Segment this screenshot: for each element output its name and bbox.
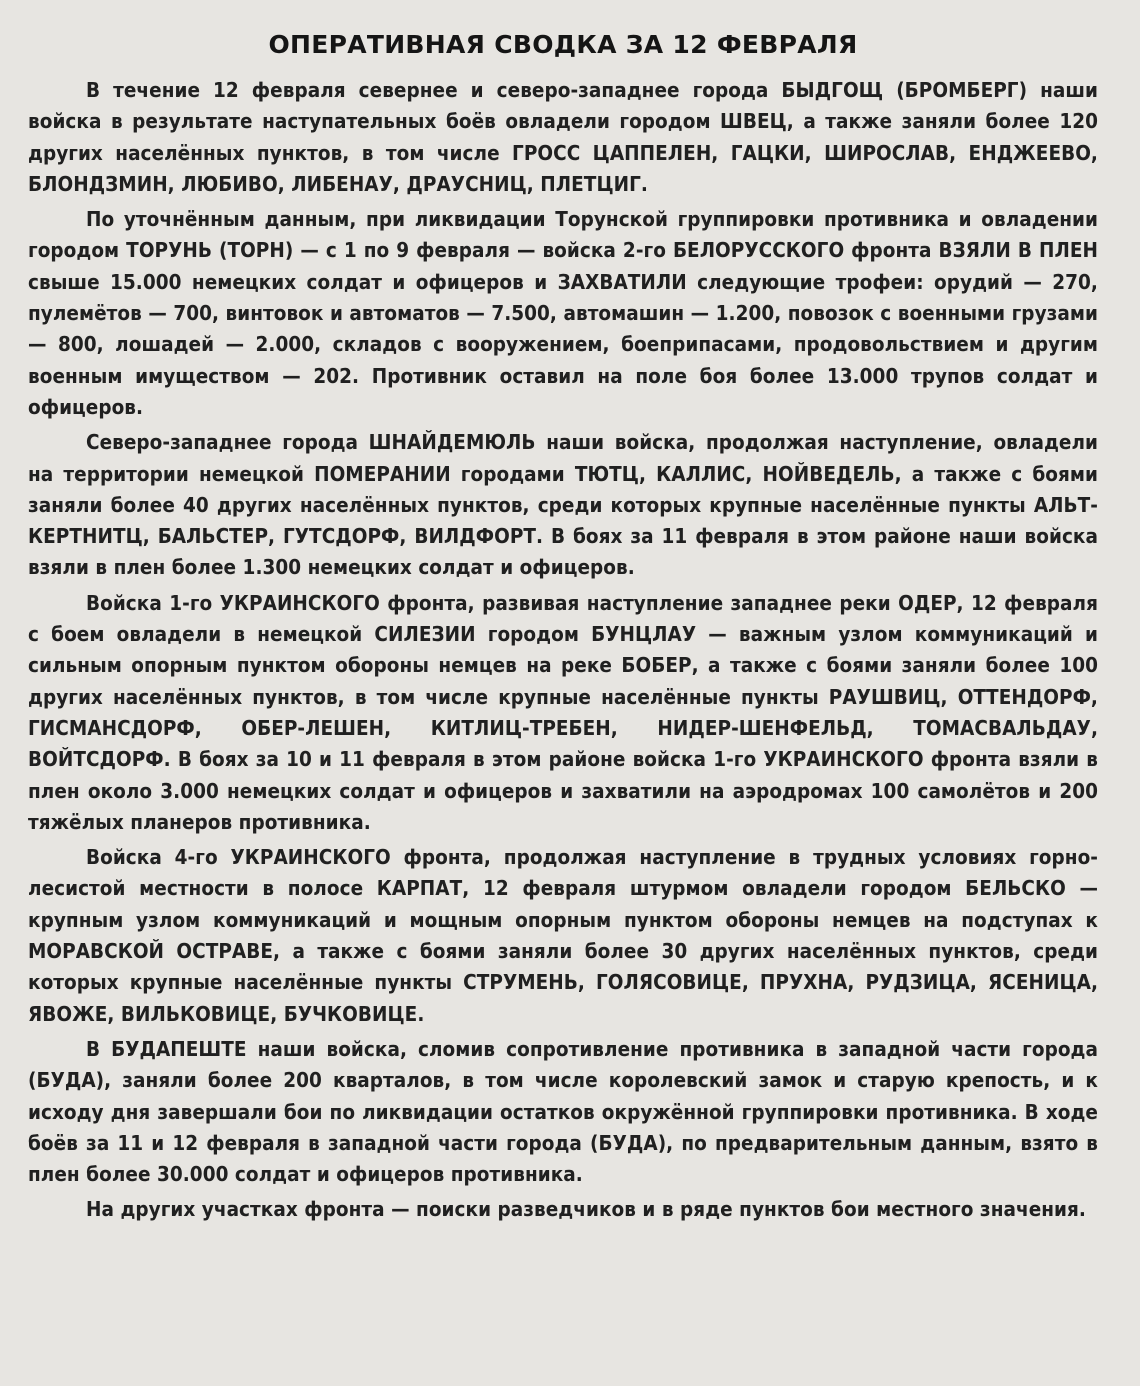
document-title: ОПЕРАТИВНАЯ СВОДКА ЗА 12 ФЕВРАЛЯ: [268, 30, 858, 59]
paragraph-4th-ukrainian-front: Войска 4-го УКРАИНСКОГО фронта, продолжая наступление в трудных условиях горно-лесистой местности в полосе КАРПАТ, 12 февраля штурмом овладели городом БЕЛЬСКО — крупным узлом коммуникаций и мощным опорным пунктом обороны немцев на подступах к МОРАВСКОЙ ОСТРАВЕ, а также с боями заняли более 30 других населённых пунктов, среди которых крупные населённые пункты СТРУМЕНЬ, ГОЛЯСОВИЦЕ, ПРУХНА, РУДЗИЦА, ЯСЕНИЦА, ЯВОЖЕ, ВИЛЬКОВИЦЕ, БУЧКОВИЦЕ.: [28, 845, 1098, 1026]
paragraph-schneidemuhl: Северо-западнее города ШНАЙДЕМЮЛЬ наши войска, продолжая наступление, овладели на территории немецкой ПОМЕРАНИИ городами ТЮТЦ, КАЛЛИС, НОЙВЕДЕЛЬ, а также с боями заняли более 40 других населённых пунктов, среди которых крупные населённые пункты АЛЬТ-КЕРТНИТЦ, БАЛЬСТЕР, ГУТСДОРФ, ВИЛДФОРТ. В боях за 11 февраля в этом районе наши войска взяли в плен более 1.300 немецких солдат и офицеров.: [28, 430, 1098, 580]
paragraph-bydgoszcz: В течение 12 февраля севернее и северо-западнее города БЫДГОЩ (БРОМБЕРГ) наши войска в результате наступательных боёв овладели городом ШВЕЦ, а также заняли более 120 других населённых пунктов, в том числе ГРОСС ЦАППЕЛЕН, ГАЦКИ, ШИРОСЛАВ, ЕНДЖЕЕВО, БЛОНДЗМИН, ЛЮБИВО, ЛИБЕНАУ, ДРАУСНИЦ, ПЛЕТЦИГ.: [28, 78, 1098, 196]
paragraph-torun: По уточнённым данным, при ликвидации Торунской группировки противника и овладении городом ТОРУНЬ (ТОРН) — с 1 по 9 февраля — войска 2-го БЕЛОРУССКОГО фронта ВЗЯЛИ В ПЛЕН свыше 15.000 немецких солдат и офицеров и ЗАХВАТИЛИ следующие трофеи: орудий — 270, пулемётов — 700, винтовок и автоматов — 7.500, автомашин — 1.200, повозок с военными грузами — 800, лошадей — 2.000, складов с вооружением, боеприпасами, продовольствием и другим военным имуществом — 202. Противник оставил на поле боя более 13.000 трупов солдат и офицеров.: [28, 207, 1098, 419]
paragraph-1st-ukrainian-front: Войска 1-го УКРАИНСКОГО фронта, развивая наступление западнее реки ОДЕР, 12 февраля с боем овладели в немецкой СИЛЕЗИИ городом БУНЦЛАУ — важным узлом коммуникаций и сильным опорным пунктом обороны немцев на реке БОБЕР, а также с боями заняли более 100 других населённых пунктов, в том числе крупные населённые пункты РАУШВИЦ, ОТТЕНДОРФ, ГИСМАНСДОРФ, ОБЕР-ЛЕШЕН, КИТЛИЦ-ТРЕБЕН, НИДЕР-ШЕНФЕЛЬД, ТОМАСВАЛЬДАУ, ВОЙТСДОРФ. В боях за 10 и 11 февраля в этом районе войска 1-го УКРАИНСКОГО фронта взяли в плен около 3.000 немецких солдат и офицеров и захватили на аэродромах 100 самолётов и 200 тяжёлых планеров противника.: [28, 590, 1098, 834]
paragraph-budapest: В БУДАПЕШТЕ наши войска, сломив сопротивление противника в западной части города (БУДА), заняли более 200 кварталов, в том числе королевский замок и старую крепость, и к исходу дня завершали бои по ликвидации остатков окружённой группировки противника. В ходе боёв за 11 и 12 февраля в западной части города (БУДА), по предварительным данным, взято в плен более 30.000 солдат и офицеров противника.: [28, 1036, 1098, 1187]
paragraph-other-sectors: На других участках фронта — поиски разведчиков и в ряде пунктов бои местного значения.: [86, 1197, 1086, 1222]
